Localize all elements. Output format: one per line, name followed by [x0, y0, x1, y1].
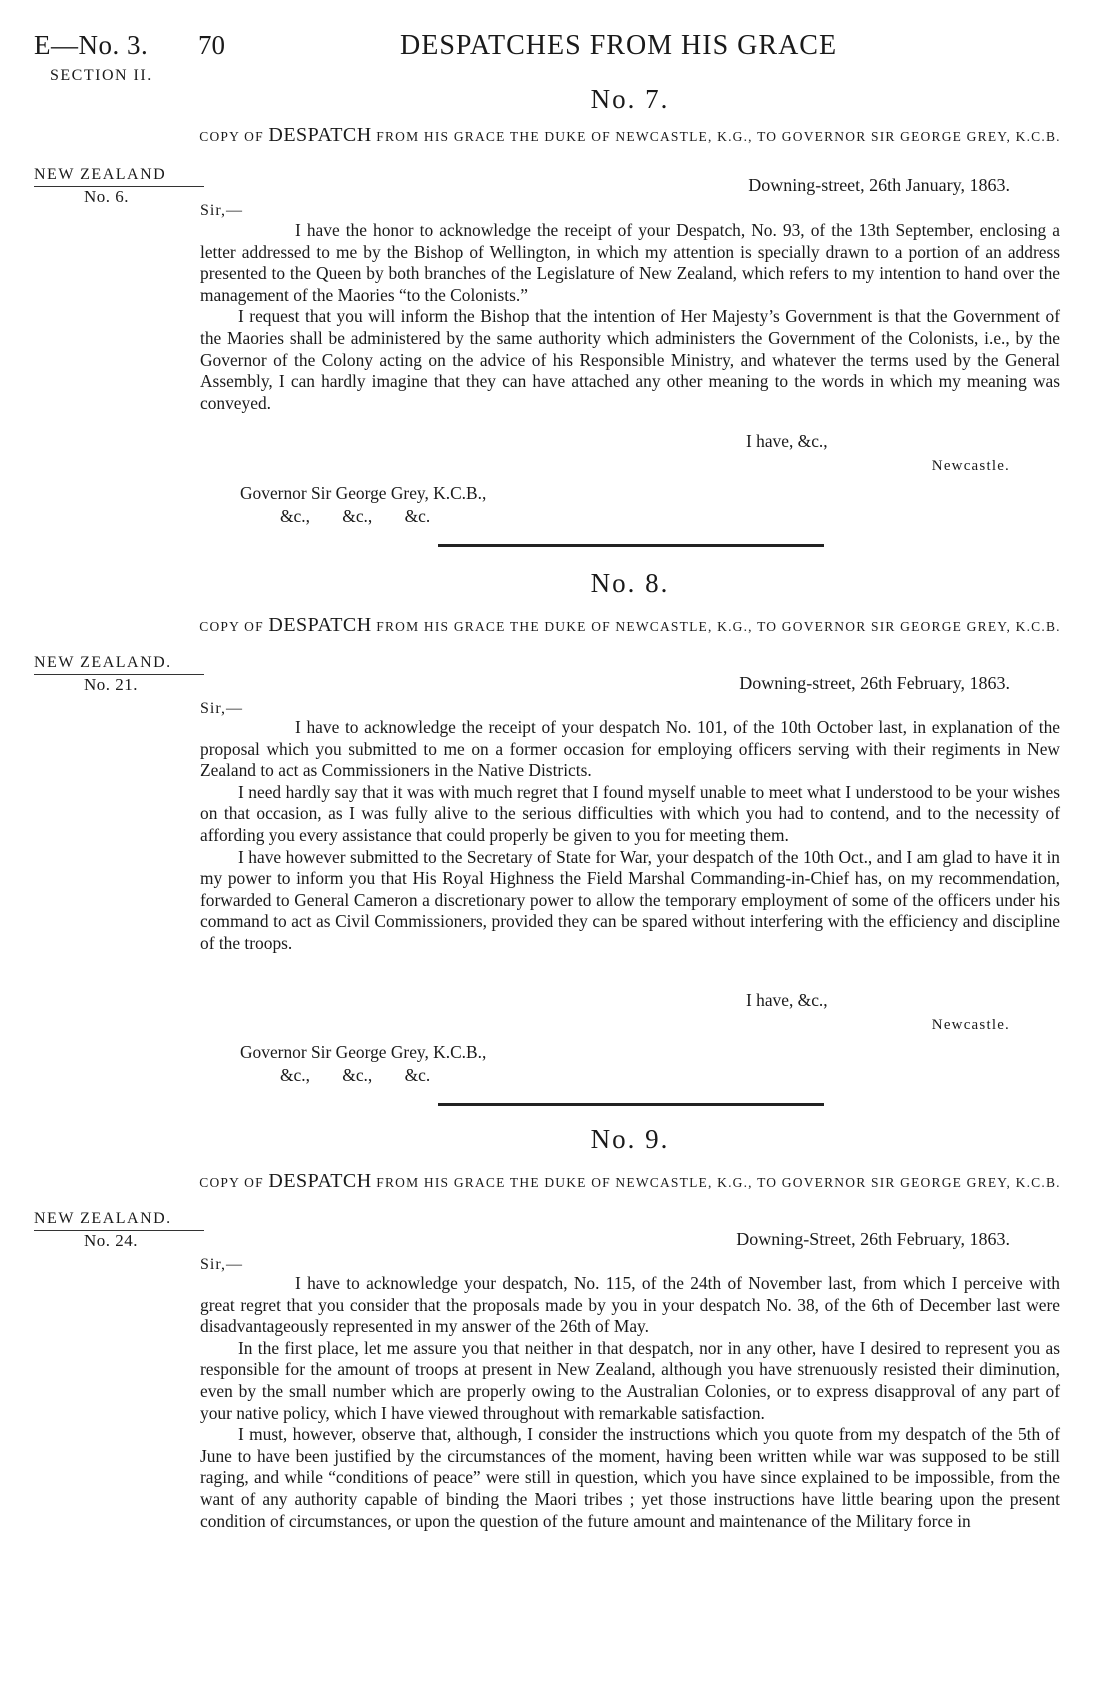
- paragraph: I have however submitted to the Secretary of State for War, your despatch of the 10th Oct., and I am glad to have it in my power to inform you that His Royal Highness the Field Marshal Commanding-in-Chief has, on my recommendation, forwarded to General Cameron a discretionary power to allow the temporary employment of some of the officers under his command to act as Civil Commissioners, provided they can be spared without interfering with the efficiency and discipline of the troops.: [200, 846, 1060, 953]
- margin-note: [34, 166, 204, 207]
- section-label: SECTION II.: [50, 67, 153, 84]
- despatch-number: No. 9.: [590, 1124, 670, 1154]
- heading-despatch-word: DESPATCH: [268, 124, 372, 146]
- despatch-body: [200, 220, 1060, 414]
- salutation: Sir,—: [200, 1256, 244, 1273]
- margin-number: No. 24.: [34, 1230, 204, 1251]
- heading-detail: FROM HIS GRACE THE DUKE OF NEWCASTLE, K.G., TO GOVERNOR SIR GEORGE GREY, K.C.B.: [376, 1175, 1061, 1190]
- paragraph: I have the honor to acknowledge the receipt of your Despatch, No. 93, of the 13th September, enclosing a letter addressed to me by the Bishop of Wellington, in which my attention is specially drawn to a portion of an address presented to the Queen by both branches of the Legislature of New Zealand, which refers to my intention to hand over the management of the Maories “to the Colonists.”: [200, 220, 1060, 305]
- margin-number: No. 21.: [34, 674, 204, 695]
- dateline: Downing-street, 26th January, 1863.: [748, 175, 1010, 195]
- paragraph: I must, however, observe that, although, I consider the instructions which you quote from my despatch of the 5th of June to have been justified by the circumstances of the moment, having been written while war was supposed to be still raging, and while “conditions of peace” were still in question, which you have since explained to be impossible, from the want of any authority capable of binding the Maori tribes ; yet those instructions have little bearing upon the present condition of circumstances, or upon the question of the future amount and maintenance of the Military force in: [200, 1424, 1060, 1531]
- closing: I have, &c.,: [746, 990, 828, 1010]
- heading-despatch-word: DESPATCH: [268, 1170, 372, 1192]
- section-divider: [438, 544, 824, 547]
- paragraph: I need hardly say that it was with much regret that I found myself unable to meet what I understood to be your wishes on that occasion, as I was fully alive to the serious difficulties with which you had to contend, and to the necessity of affording you every assistance that could properly be given to you for meeting them.: [200, 781, 1060, 845]
- addressee-etc: &c., &c., &c.: [280, 506, 431, 526]
- heading-detail: FROM HIS GRACE THE DUKE OF NEWCASTLE, K.G., TO GOVERNOR SIR GEORGE GREY, K.C.B.: [376, 619, 1061, 634]
- margin-note: [34, 654, 204, 695]
- closing: I have, &c.,: [746, 431, 828, 451]
- despatch-heading: [195, 1168, 1065, 1196]
- despatch-number: No. 7.: [590, 84, 670, 114]
- heading-prefix: COPY OF: [199, 1175, 264, 1190]
- despatch-heading: [195, 122, 1065, 150]
- despatch-number: No. 8.: [590, 568, 670, 598]
- despatch-heading: [195, 612, 1065, 640]
- addressee-name: Governor Sir George Grey, K.C.B.,: [240, 483, 487, 503]
- despatch-body: [200, 1273, 1060, 1532]
- signature: Newcastle.: [931, 1017, 1010, 1033]
- despatch-body: [200, 717, 1060, 955]
- salutation: Sir,—: [200, 202, 244, 219]
- heading-prefix: COPY OF: [199, 619, 264, 634]
- section-divider: [438, 1103, 824, 1106]
- margin-place: NEW ZEALAND.: [34, 1210, 172, 1227]
- margin-place: NEW ZEALAND.: [34, 654, 172, 671]
- dateline: Downing-street, 26th February, 1863.: [739, 673, 1010, 693]
- addressee-etc: &c., &c., &c.: [280, 1065, 431, 1085]
- heading-detail: FROM HIS GRACE THE DUKE OF NEWCASTLE, K.G., TO GOVERNOR SIR GEORGE GREY, K.C.B.: [376, 129, 1061, 144]
- paragraph: I have to acknowledge your despatch, No. 115, of the 24th of November last, from which I perceive with great regret that you consider that the proposals made by you in your despatch No. 38, of the 6th of December last were disadvantageously represented in my answer of the 26th of May.: [200, 1273, 1060, 1337]
- paragraph: In the first place, let me assure you that neither in that despatch, nor in any other, have I desired to represent you as responsible for the amount of troops at present in New Zealand, although you have strenuously resisted their diminution, even by the small number which are properly owing to the Australian Colonies, or to express disapproval of any part of your native policy, which I have viewed throughout with remarkable satisfaction.: [200, 1337, 1060, 1423]
- heading-prefix: COPY OF: [199, 129, 264, 144]
- margin-note: [34, 1210, 204, 1251]
- signature: Newcastle.: [931, 458, 1010, 474]
- margin-place: NEW ZEALAND: [34, 166, 167, 183]
- document-reference: E—No. 3.: [34, 30, 149, 60]
- page-title: DESPATCHES FROM HIS GRACE: [400, 30, 838, 61]
- addressee-name: Governor Sir George Grey, K.C.B.,: [240, 1042, 487, 1062]
- paragraph: I request that you will inform the Bishop that the intention of Her Majesty’s Government is that the Government of the Maories shall be administered by the same authority which administers the Government of the Colonists, i.e., by the Governor of the Colony acting on the advice of his Responsible Ministry, and whatever the terms used by the General Assembly, I can hardly imagine that they can have attached any other meaning to the words in which my meaning was conveyed.: [200, 306, 1060, 413]
- dateline: Downing-Street, 26th February, 1863.: [736, 1229, 1010, 1249]
- margin-number: No. 6.: [34, 186, 204, 207]
- salutation: Sir,—: [200, 700, 244, 717]
- paragraph: I have to acknowledge the receipt of your despatch No. 101, of the 10th October last, in explanation of the proposal which you submitted to me on a former occasion for employing officers serving with their regiments in New Zealand to act as Commissioners in the Native Districts.: [200, 717, 1060, 781]
- heading-despatch-word: DESPATCH: [268, 614, 372, 636]
- addressee: [240, 482, 486, 528]
- addressee: [240, 1041, 486, 1087]
- page-number: 70: [198, 30, 225, 60]
